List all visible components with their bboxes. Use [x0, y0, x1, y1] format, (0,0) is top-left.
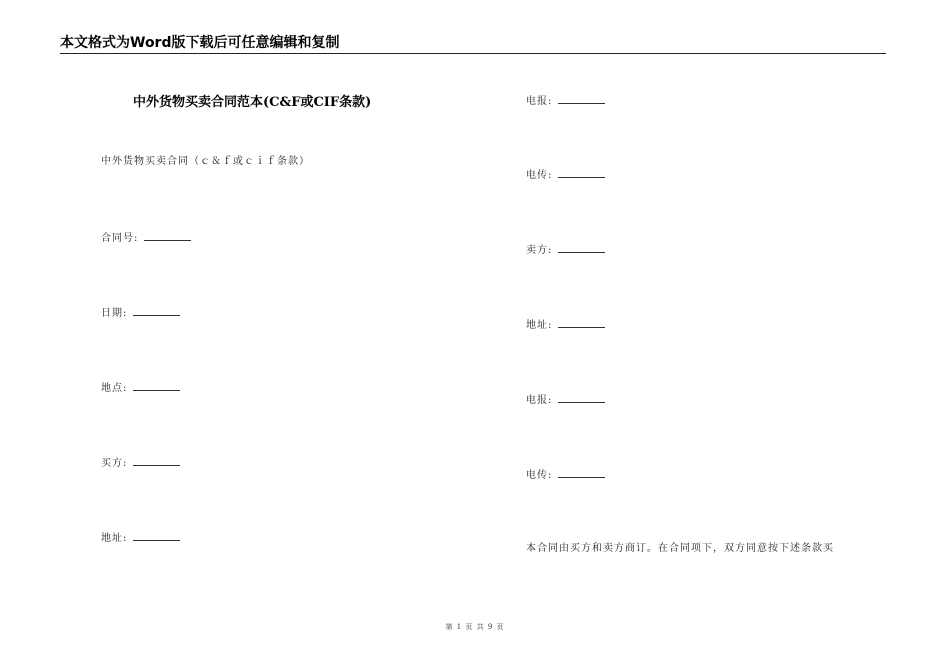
fill-in-blank [558, 392, 605, 403]
right-line-telex-2 [526, 467, 605, 483]
fill-in-blank [133, 455, 180, 466]
page-number: 第 1 页 共 9 页 [445, 623, 505, 631]
paragraph-text: 本合同由买方和卖方商订。在合同项下，双方同意按下述条款买 [526, 543, 834, 554]
left-line-place [101, 380, 180, 396]
line-label: 电报: [526, 395, 553, 406]
fill-in-blank [558, 242, 605, 253]
left-line-buyer [101, 455, 180, 471]
left-line-contract-no [101, 230, 191, 246]
fill-in-blank [144, 230, 191, 241]
line-label: 卖方: [526, 245, 553, 256]
fill-in-blank [558, 167, 605, 178]
fill-in-blank [133, 380, 180, 391]
line-label: 电传: [526, 170, 553, 181]
fill-in-blank [133, 530, 180, 541]
right-line-telex [526, 167, 605, 183]
left-line-address [101, 530, 180, 546]
line-label: 日期: [101, 308, 128, 319]
line-label: 地址: [526, 320, 553, 331]
line-label: 电报: [526, 96, 553, 107]
line-label: 地址: [101, 533, 128, 544]
right-line-address [526, 317, 605, 333]
fill-in-blank [558, 317, 605, 328]
left-line-subtitle [101, 155, 310, 169]
line-label: 地点: [101, 383, 128, 394]
right-line-intro-paragraph [526, 542, 834, 556]
banner-text: 本文格式为Word版下载后可任意编辑和复制 [60, 35, 886, 54]
right-line-seller [526, 242, 605, 258]
right-line-telegram [526, 93, 605, 109]
left-line-date [101, 305, 180, 321]
line-label: 买方: [101, 458, 128, 469]
fill-in-blank [558, 93, 605, 104]
document-title: 中外货物买卖合同范本(C&F或CIF条款) [133, 95, 372, 110]
line-label: 电传: [526, 470, 553, 481]
right-line-telegram-2 [526, 392, 605, 408]
line-label: 中外货物买卖合同（ｃ＆ｆ或ｃｉｆ条款） [101, 156, 310, 167]
fill-in-blank [558, 467, 605, 478]
line-label: 合同号: [101, 233, 139, 244]
fill-in-blank [133, 305, 180, 316]
